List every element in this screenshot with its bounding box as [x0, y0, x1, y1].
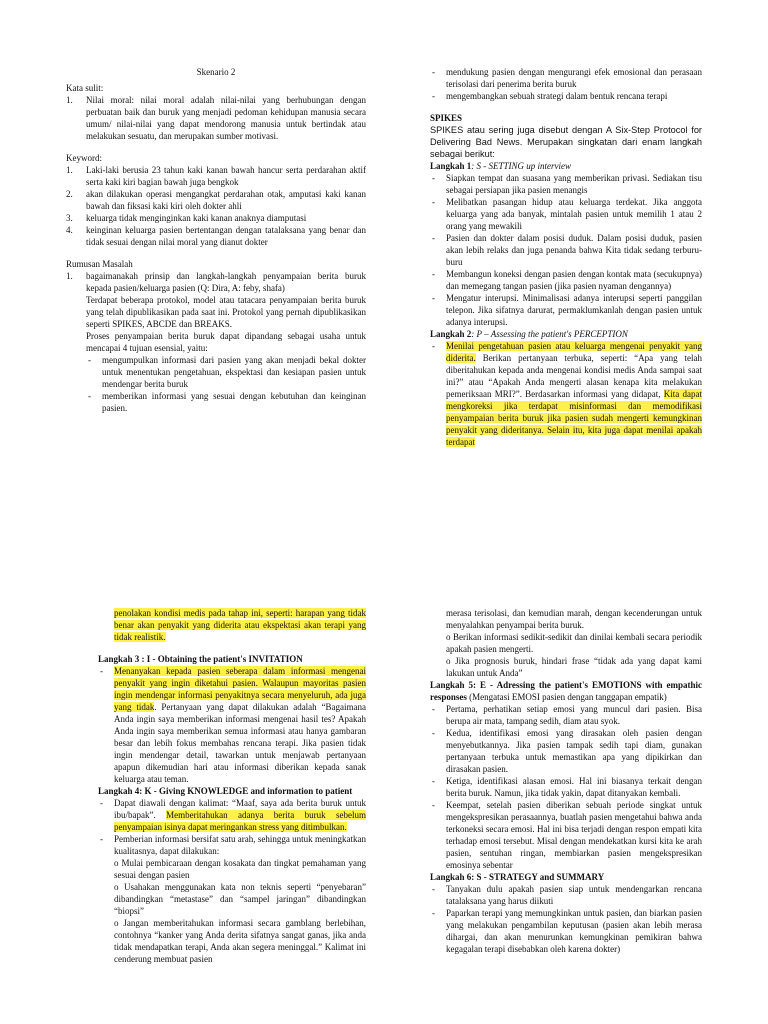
rumusan-list: [66, 270, 366, 414]
page-title: Skenario 2: [196, 67, 236, 77]
step-2-list: [430, 340, 702, 448]
step-1-list: [430, 172, 702, 328]
sub-item: o Mulai pembicaraan dengan kosakata dan tingkat pemahaman yang sesuai dengan pasien: [114, 858, 366, 880]
list-item: - Pasien dan dokter dalam posisi duduk. Dalam posisi duduk, pasien akan lebih relaks dan juga penanda bahwa Kita tidak sedang terburu-buru: [430, 232, 702, 268]
list-item: - Mengatur interupsi. Minimalisasi adanya interupsi seperti panggilan telepon. Jika sifatnya darurat, permaklumkanlah dengan pasien untuk adanya interupsi.: [430, 292, 702, 328]
tujuan-list-cont: [430, 66, 702, 102]
list-item: 3. keluarga tidak menginginkan kaki kanan anaknya diamputasi: [66, 213, 307, 223]
step-3-list: [98, 665, 366, 785]
list-item: - Pertama, perhatikan setiap emosi yang muncul dari pasien. Bisa berupa air mata, tampang sedih, diam atau syok.: [430, 703, 702, 727]
list-item: - Menanyakan kepada pasien seberapa dalam informasi mengenai penyakit yang ingin diketahui pasien. Walaupun mayoritas pasien ingin mendengar informasi penyakitnya secara menyeluruh, ada juga yang tidak. Pertanyaan yang dapat dilakukan adalah “Bagaimana Anda ingin saya memberikan informasi mengenai hasil tes? Apakah Anda ingin saya memberikan semua informasi atau hanya gambaran besar dan lebih fokus membahas rencana terapi. Jika pasien tidak ingin mendengar detail, tawarkan untuk menjawab pertanyaan apapun dikemudian hari atau informasi diberikan kepada sanak keluarga atau teman.: [98, 665, 366, 785]
spikes-heading: SPIKES: [430, 113, 463, 123]
list-item: - Melibatkan pasangan hidup atau keluarga terdekat. Jika anggota keluarga yang ada banyak, mintalah pasien untuk memilih 1 atau 2 orang yang mewakili: [430, 196, 702, 232]
list-item: - Kedua, identifikasi emosi yang dirasakan oleh pasien dengan menyebutkannya. Jika pasien tampak sedih tapi diam, gunakan pertanyaan terbuka untuk memastikan apa yang dipikirkan dan dirasakan pasien.: [430, 727, 702, 775]
list-item: - Keempat, setelah pasien diberikan sebuah periode singkat untuk mengekspresikan perasaannya, buatlah pasien mengetahui bahwa anda terkoneksi secara emosi. Hal ini bisa terjadi dengan respon empati kita terhadap emosi tersebut. Misal dengan mendekatkan kursi kita ke arah pasien, sentuhan ringan, membiarkan pasien mengekspresikan emosinya sebentar: [430, 799, 702, 871]
tujuan-list: [86, 354, 366, 414]
kata-sulit-label: Kata sulit:: [66, 83, 104, 93]
list-item: - Ketiga, identifikasi alasan emosi. Hal ini biasanya terkait dengan berita buruk. Namun, jika tidak yakin, dapat ditanyakan kembali.: [430, 775, 702, 799]
list-item: 1. Nilai moral: nilai moral adalah nilai-nilai yang berhubungan dengan perbuatan baik dan buruk yang menjadi pedoman kehidupan manusia secara umum/ nilai-nilai yang dapat mendorong manusia untuk bertindak atau melakukan sesuatu, dan merupakan sumber motivasi.: [66, 95, 366, 141]
keyword-list: [66, 164, 366, 248]
sub-item: o Jika prognosis buruk, hindari frase “tidak ada yang dapat kami lakukan untuk Anda”: [446, 656, 702, 678]
list-item: 1. Laki-laki berusia 23 tahun kaki kanan bawah hancur serta perdarahan aktif serta kaki kiri bagian bawah juga bengkok: [66, 165, 366, 187]
step-5-list: [430, 703, 702, 871]
list-item: - Dapat diawali dengan kalimat: “Maaf, saya ada berita buruk untuk ibu/bapak”. Memberitahukan adanya berita buruk sebelum penyampaian isinya dapat meringankan stress yang ditimbulkan.: [98, 797, 366, 833]
bottom-right-column: [430, 607, 702, 955]
sub-item: o Usahakan menggunakan kata non teknis seperti “penyebaran” dibandingkan “metastase” dan “sampel jaringan” dibandingkan “biopsi”: [114, 882, 366, 916]
list-item: - Siapkan tempat dan suasana yang memberikan privasi. Sediakan tisu sebagai persiapan jika pasien menangis: [430, 172, 702, 196]
list-item: - Paparkan terapi yang memungkinkan untuk pasien, dan biarkan pasien yang melakukan pengambilan keputusan (pasien akan lebih merasa dihargai, dan akan menurunkan kemungkinan pemikiran bahwa kegagalan terapi disebabkan oleh karena dokter): [430, 907, 702, 955]
bottom-left-column: [98, 607, 366, 965]
list-item: - Membangun koneksi dengan pasien dengan kontak mata (secukupnya) dan memegang tangan pasien (jika pasien nyaman dengannya): [430, 268, 702, 292]
step-5-heading: Langkah 5: E - Adressing the patient's EMOTIONS with empathic responses (Mengatasi EMOSI pasien dengan tanggapan empatik): [430, 680, 702, 702]
sub-item: o Berikan informasi sedikit-sedikit dan dinilai kembali secara periodik apakah pasien mengerti.: [446, 632, 702, 654]
list-item: - Tanyakan dulu apakah pasien siap untuk mendengarkan rencana tatalaksana yang harus diikuti: [430, 883, 702, 907]
list-item: - Pemberian informasi bersifat satu arah, sehingga untuk meningkatkan kualitasnya, dapat dilakukan: o Mulai pembicaraan dengan kosakata dan tingkat pemahaman yang sesuai dengan pasien o Usahakan menggunakan kata non teknis seperti “penyebaran” dibandingkan “metastase” dan “sampel jaringan” dibandingkan “biopsi” o Jangan memberitahukan informasi secara gamblang berlebihan, contohnya “kanker yang Anda derita sifatnya sangat ganas, jika anda tidak mendapatkan terapi, Anda akan segera meninggal.” Kalimat ini cenderung membuat pasien: [98, 833, 366, 965]
keyword-label: Keyword:: [66, 153, 102, 163]
top-left-column: [66, 66, 366, 414]
continued-text: merasa terisolasi, dan kemudian marah, dengan kecenderungan untuk menyalahkan penyampai berita buruk.: [446, 608, 702, 630]
step-3-heading: Langkah 3 : I - Obtaining the patient's INVITATION: [98, 654, 303, 664]
list-item: - mengembangkan sebuah strategi dalam bentuk rencana terapi: [430, 90, 702, 102]
step-1-heading: Langkah 1: S - SETTING up interview: [430, 161, 572, 171]
step-4-heading: Langkah 4: K - Giving KNOWLEDGE and information to patient: [98, 786, 353, 796]
kata-sulit-list: [66, 94, 366, 142]
list-item: 4. keinginan keluarga pasien bertentangan dengan tatalaksana yang benar dan tidak sesuai dengan nilai moral yang dianut dokter: [66, 225, 366, 247]
list-item: 1. bagaimanakah prinsip dan langkah-langkah penyampaian berita buruk kepada pasien/keluarga pasien (Q: Dira, A: feby, shafa) Terdapat beberapa protokol, model atau tatacara penyampaian berita buruk yang telah dipublikasikan pada saat ini. Protokol yang pernah dipublikasikan seperti SPIKES, ABCDE dan BREAKS. Proses penyampaian berita buruk dapat dipandang sebagai usaha untuk mencapai 4 tujuan esensial, yaitu: - mengumpulkan informasi dari pasien yang akan menjadi bekal dokter untuk menentukan pengetahuan, ekspektasi dan kesiapan pasien untuk mendengar berita buruk - memberikan informasi yang sesuai dengan kebutuhan dan keinginan pasien.: [66, 270, 366, 414]
step-2-heading: Langkah 2: P – Assessing the patient's PERCEPTION: [430, 329, 628, 339]
step-6-heading: Langkah 6: S - STRATEGY and SUMMARY: [430, 872, 605, 882]
step-4-list: [98, 797, 366, 965]
sub-item: o Jangan memberitahukan informasi secara gamblang berlebihan, contohnya “kanker yang Anda derita sifatnya sangat ganas, jika anda tidak mendapatkan terapi, Anda akan segera meninggal.” Kalimat ini cenderung membuat pasien: [114, 918, 366, 964]
list-item: - memberikan informasi yang sesuai dengan kebutuhan dan keinginan pasien.: [86, 390, 366, 414]
step-6-list: [430, 883, 702, 955]
list-item: - mendukung pasien dengan mengurangi efek emosional dan perasaan terisolasi dari penerima berita buruk: [430, 66, 702, 90]
top-right-column: [430, 66, 702, 448]
rumusan-label: Rumusan Masalah: [66, 259, 133, 269]
list-item: - mengumpulkan informasi dari pasien yang akan menjadi bekal dokter untuk menentukan pengetahuan, ekspektasi dan kesiapan pasien untuk mendengar berita buruk: [86, 354, 366, 390]
list-item: - Menilai pengetahuan pasien atau keluarga mengenai penyakit yang diderita. Berikan pertanyaan terbuka, seperti: “Apa yang telah diberitahukan kepada anda mengenai kondisi medis Anda sampai saat ini?” atau “Apakah Anda mengerti alasan kenapa kita melakukan pemeriksaan MRI?”. Berdasarkan informasi yang didapat, Kita dapat mengkoreksi jika terdapat misinformasi dan memodifikasi penyampaian berita buruk jika pasien sudah mengerti kemungkinan penyakit yang dideritanya. Selain itu, kita juga dapat menilai apakah terdapat: [430, 340, 702, 448]
list-item: 2. akan dilakukan operasi mengangkat perdarahan otak, amputasi kaki kanan bawah dan fiksasi kaki kiri oleh dokter ahli: [66, 189, 366, 211]
continued-text: penolakan kondisi medis pada tahap ini, seperti: harapan yang tidak benar akan penyakit yang diderita atau ekspektasi akan terapi yang tidak realistik.: [114, 608, 366, 642]
spikes-intro: SPIKES atau sering juga disebut dengan A Six-Step Protocol for Delivering Bad News. Merupakan singkatan dari enam langkah sebagai berikut:: [430, 125, 702, 159]
